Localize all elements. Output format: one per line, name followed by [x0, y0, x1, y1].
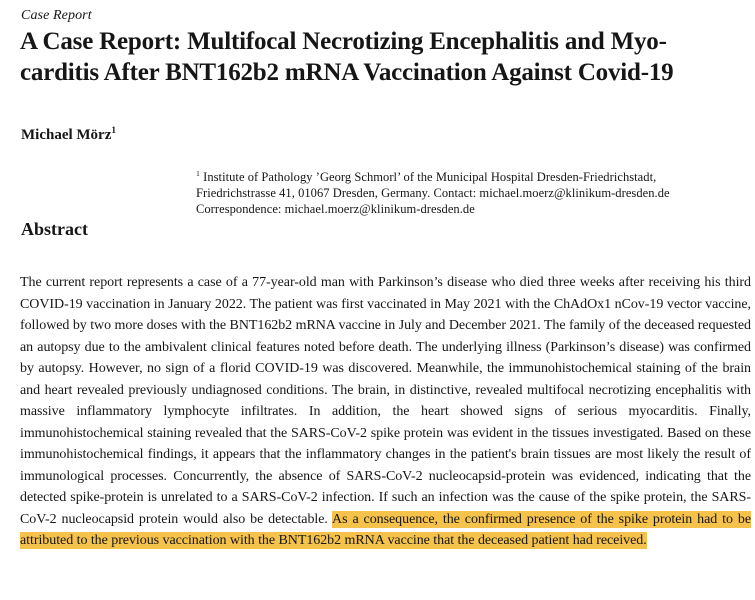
abstract-highlighted-text: As a consequence, the confirmed presence of the spike protein had to be attributed to the previous vaccination with the BNT162b2 mRNA vaccine that the deceased patient had received.: [20, 511, 751, 548]
affiliation-line-3: Correspondence: michael.moerz@klinikum-dresden.de: [196, 202, 475, 216]
affiliation-line-2: Friedrichstrasse 41, 01067 Dresden, Germany. Contact: michael.moerz@klinikum-dresden.de: [196, 186, 670, 200]
affiliation-line-1: [196, 169, 741, 185]
affiliation-line-1-text: Institute of Pathology ’Georg Schmorl’ of the Municipal Hospital Dresden-Friedrichstadt,: [203, 170, 657, 184]
article-title: [20, 26, 753, 88]
abstract-paragraph: [20, 272, 751, 552]
affiliation-block: [196, 169, 741, 217]
abstract-heading: Abstract: [21, 219, 88, 239]
author-name: Michael Mörz: [21, 127, 112, 143]
author-byline: [21, 127, 116, 144]
abstract-body-text: The current report represents a case of a 77-year-old man with Parkinson’s disease who died three weeks after receiving his third COVID-19 vaccination in January 2022. The patient was first vaccinated in May 2021 with the ChAdOx1 nCov-19 vector vaccine, followed by two more doses with the BNT162b2 mRNA vaccine in July and December 2021. The family of the deceased requested an autopsy due to the ambivalent clinical features noted before death. The underlying illness (Parkinson’s disease) was confirmed by autopsy. However, no sign of a florid COVID-19 was discovered. Meanwhile, the immunohistochemical staining of the brain and heart revealed previously undiagnosed conditions. The brain, in distinctive, revealed multifocal necrotizing encephalitis with massive inflammatory lymphocyte infiltrates. In addition, the heart showed signs of serious myocarditis. Finally, immunohistochemical staining revealed that the SARS-CoV-2 spike protein was evident in the tissues investigated. Based on these immunohistochemical findings, it appears that the inflammatory changes in the patient's brain tissues are most likely the result of immunological processes. Concurrently, the absence of SARS-CoV-2 nucleocapsid-protein was evidenced, indicating that the detected spike-protein is unrelated to a SARS-CoV-2 infection. If such an infection was the cause of the spike protein, the SARS-CoV-2 nucleocapsid protein would also be detectable.: [20, 275, 751, 527]
affiliation-marker: 1: [196, 168, 200, 178]
article-type-label: Case Report: [21, 8, 92, 23]
article-title-line-2: carditis After BNT162b2 mRNA Vaccination Against Covid-19: [20, 59, 674, 86]
author-affiliation-marker: 1: [111, 126, 117, 136]
article-title-line-1: A Case Report: Multifocal Necrotizing Encephalitis and Myo-: [20, 28, 667, 55]
